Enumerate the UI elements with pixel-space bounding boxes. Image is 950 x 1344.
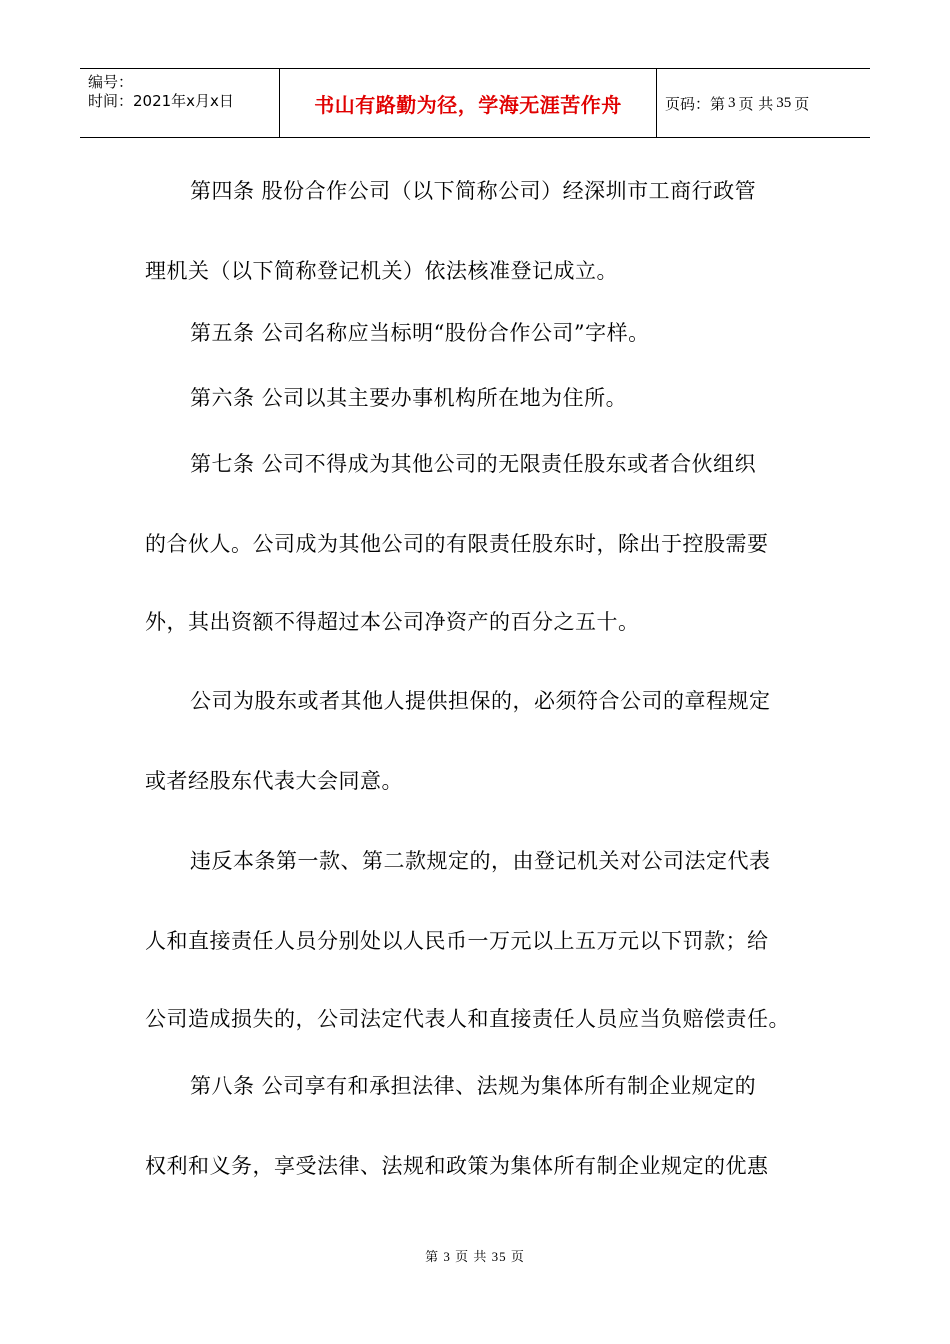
body-line: 理机关（以下简称登记机关）依法核准登记成立。 [145,259,618,283]
body-line: 或者经股东代表大会同意。 [145,769,403,793]
date-label: 时间：2021年x月x日 [88,92,234,110]
body-line: 第五条 公司名称应当标明“股份合作公司”字样。 [190,321,650,345]
body-line: 外，其出资额不得超过本公司净资产的百分之五十。 [145,610,640,634]
body-line: 的合伙人。公司成为其他公司的有限责任股东时，除出于控股需要 [145,532,769,556]
page-footer: 第 3 页 共 35 页 [425,1249,525,1264]
page-middle: 页 共 [738,94,774,113]
body-line: 公司为股东或者其他人提供担保的，必须符合公司的章程规定 [190,689,771,713]
serial-number-label: 编号： [88,73,134,91]
page-prefix: 页码：第 [665,94,726,113]
page-current: 3 [728,94,736,111]
body-line: 公司造成损失的，公司法定代表人和直接责任人员应当负赔偿责任。 [145,1007,790,1031]
page-suffix: 页 [794,94,810,113]
header-meta [80,69,280,137]
page-total: 35 [776,94,792,111]
page-header [80,68,870,138]
body-line: 权利和义务，享受法律、法规和政策为集体所有制企业规定的优惠 [145,1154,769,1178]
header-page-info [657,69,870,137]
body-line: 人和直接责任人员分别处以人民币一万元以上五万元以下罚款；给 [145,929,769,953]
body-line: 第八条 公司享有和承担法律、法规为集体所有制企业规定的 [190,1074,757,1098]
header-motto: 书山有路勤为径，学海无涯苦作舟 [280,69,657,137]
body-line: 第六条 公司以其主要办事机构所在地为住所。 [190,386,628,410]
body-line: 第四条 股份合作公司（以下简称公司）经深圳市工商行政管 [190,179,757,203]
body-line: 第七条 公司不得成为其他公司的无限责任股东或者合伙组织 [190,452,757,476]
body-line: 违反本条第一款、第二款规定的，由登记机关对公司法定代表 [190,849,771,873]
